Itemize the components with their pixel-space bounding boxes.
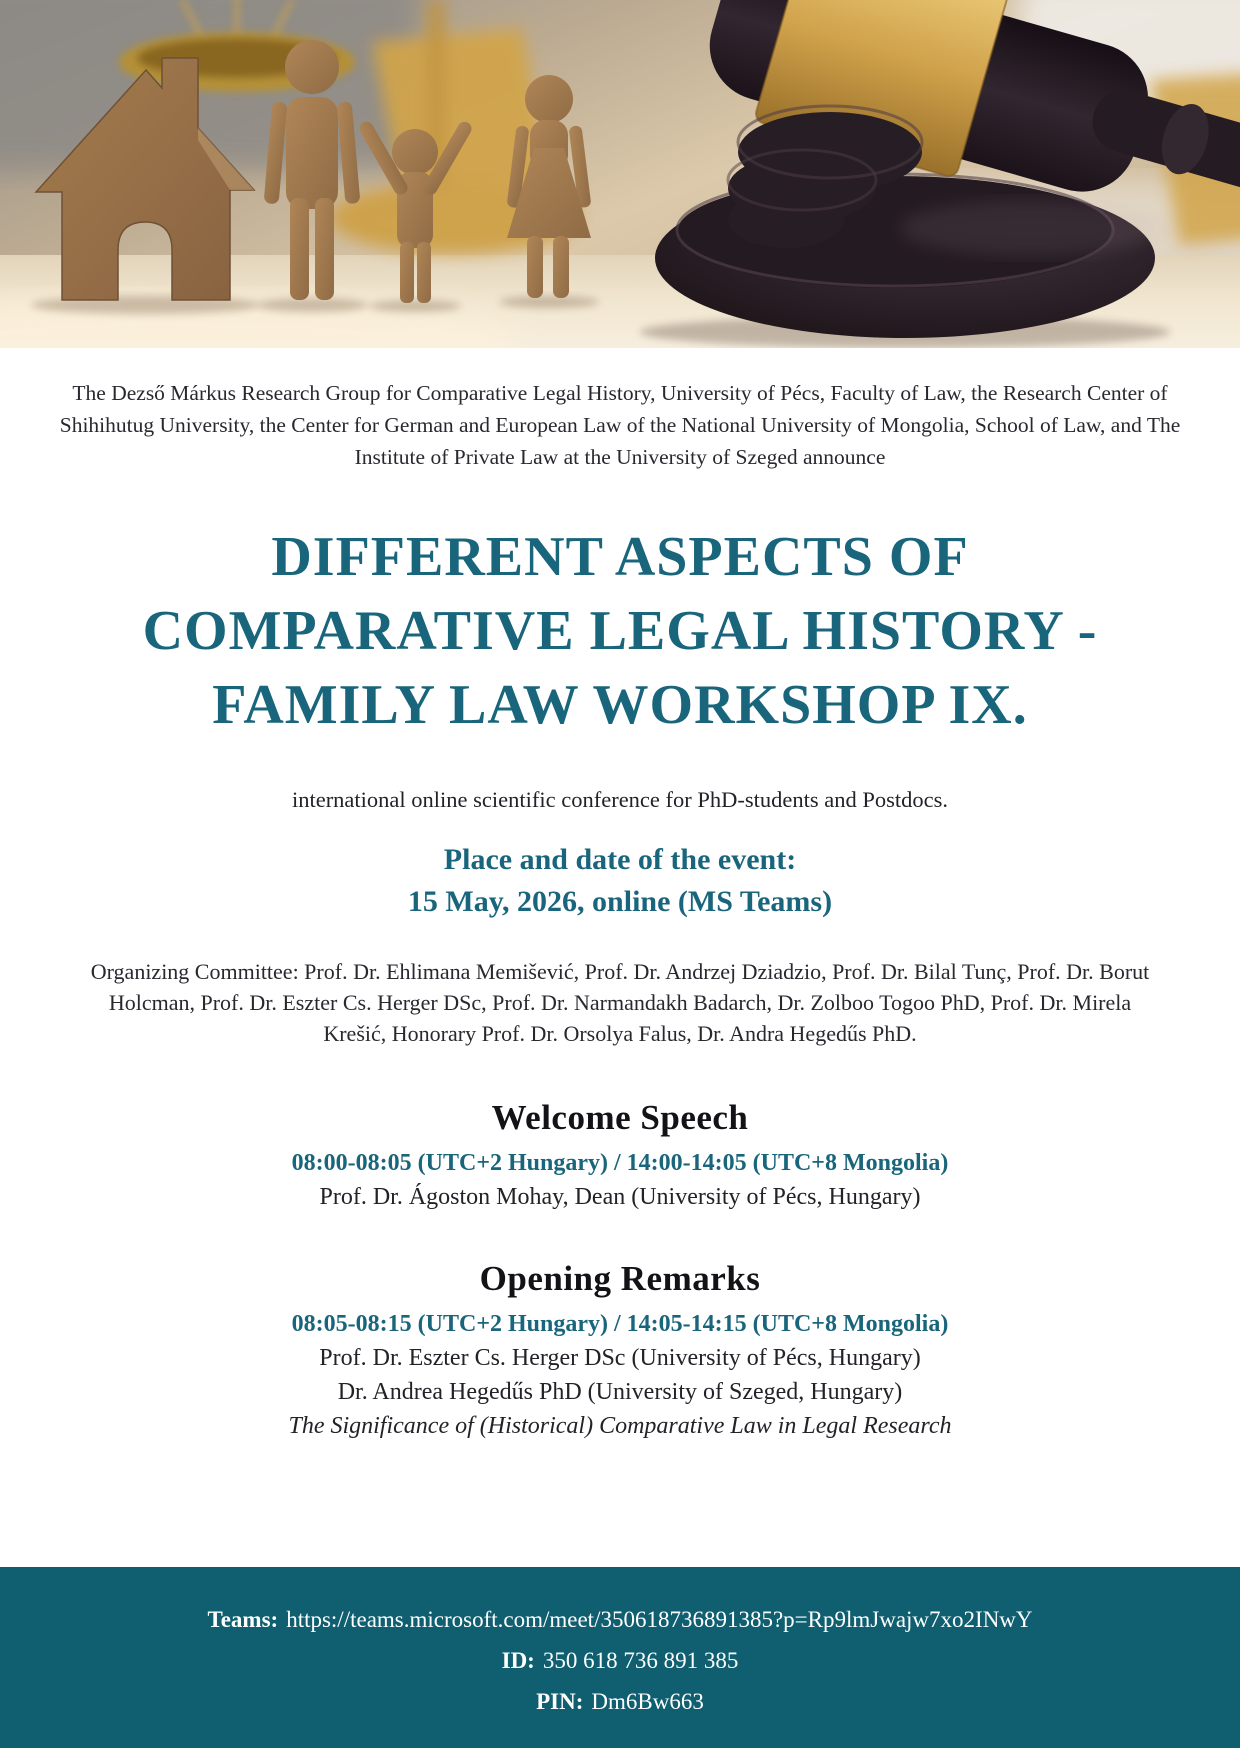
session-heading: Opening Remarks (479, 1258, 761, 1298)
poster-body (0, 348, 1240, 1567)
session-speaker: Prof. Dr. Ágoston Mohay, Dean (University of Pécs, Hungary) (319, 1183, 921, 1210)
hero-photo (0, 0, 1240, 348)
teams-url-link[interactable]: https://teams.microsoft.com/meet/350618736891385?p=Rp9lmJwajw7xo2INwY (286, 1607, 1033, 1632)
teams-link-line (0, 1607, 1240, 1633)
meeting-id-label: ID: (501, 1648, 535, 1673)
session-speaker: Prof. Dr. Eszter Cs. Herger DSc (University of Pécs, Hungary) (319, 1344, 921, 1371)
session-opening-remarks (0, 1259, 1240, 1440)
place-and-date (0, 839, 1240, 922)
session-time: 08:05-08:15 (UTC+2 Hungary) / 14:05-14:15 (UTC+8 Mongolia) (291, 1310, 949, 1337)
event-subtitle: international online scientific conference for PhD-students and Postdocs. (291, 787, 949, 813)
event-title-line-1: DIFFERENT ASPECTS OF (271, 526, 969, 589)
organizing-committee: Organizing Committee: Prof. Dr. Ehlimana Memišević, Prof. Dr. Andrzej Dziadzio, Prof. Dr. Bilal Tunç, Prof. Dr. Borut Holcman, Prof. Dr. Eszter Cs. Herger DSc, Prof. Dr. Narmandakh Badarch, Dr. Zolboo Togoo PhD, Prof. Dr. Mirela Krešić, Honorary Prof. Dr. Orsolya Falus, Dr. Andra Hegedűs PhD. (90, 958, 1150, 1047)
meeting-info-footer (0, 1567, 1240, 1748)
meeting-pin-label: PIN: (536, 1689, 584, 1714)
session-heading: Welcome Speech (491, 1097, 749, 1137)
event-title-line-3: FAMILY LAW WORKSHOP IX. (212, 674, 1028, 737)
meeting-id-value: 350 618 736 891 385 (542, 1648, 739, 1673)
event-title-line-2: COMPARATIVE LEGAL HISTORY - (142, 600, 1098, 663)
place-date: 15 May, 2026, online (MS Teams) (407, 884, 833, 918)
session-time: 08:00-08:05 (UTC+2 Hungary) / 14:00-14:05 (UTC+8 Mongolia) (291, 1149, 949, 1176)
meeting-pin-line (0, 1689, 1240, 1715)
event-title (0, 521, 1240, 743)
session-welcome-speech (0, 1098, 1240, 1211)
meeting-id-line (0, 1648, 1240, 1674)
session-topic: The Significance of (Historical) Comparative Law in Legal Research (288, 1412, 952, 1439)
session-speaker: Dr. Andrea Hegedűs PhD (University of Szeged, Hungary) (337, 1378, 903, 1405)
announcement-paragraph: The Dezső Márkus Research Group for Comparative Legal History, University of Pécs, Faculty of Law, the Research Center of Shihihutug University, the Center for German and European Law of the National University of Mongolia, School of Law, and The Institute of Private Law at the University of Szeged announce (59, 381, 1181, 469)
meeting-pin-value: Dm6Bw663 (591, 1689, 704, 1714)
place-heading: Place and date of the event: (443, 843, 797, 877)
teams-label: Teams: (207, 1607, 279, 1632)
